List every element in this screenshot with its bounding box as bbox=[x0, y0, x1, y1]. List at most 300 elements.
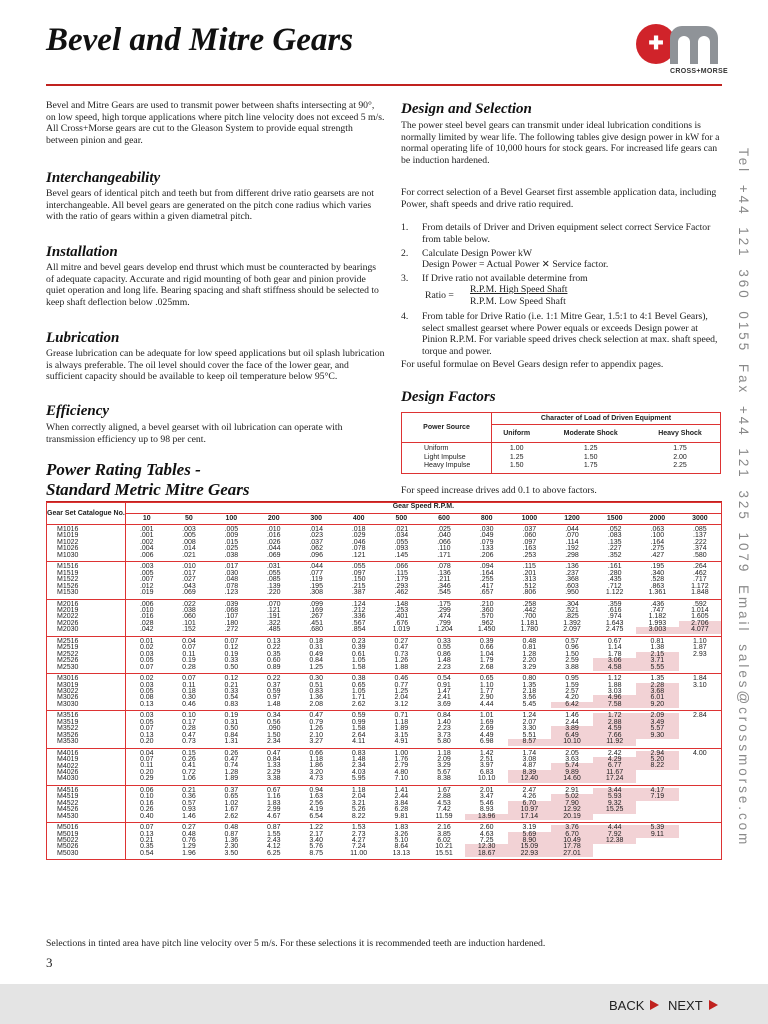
power-value: 0.03 bbox=[139, 650, 154, 658]
power-value: 0.06 bbox=[139, 786, 154, 794]
power-value: .096 bbox=[309, 551, 323, 559]
power-value: .039 bbox=[224, 600, 239, 608]
power-value: .700 bbox=[522, 613, 537, 621]
power-value: .747 bbox=[650, 606, 665, 614]
power-value: 1.993 bbox=[648, 619, 667, 627]
power-value: 2.44 bbox=[394, 793, 409, 801]
speed-column-header: 500 bbox=[380, 514, 423, 525]
value-column-cell bbox=[337, 785, 380, 822]
power-value: 0.22 bbox=[266, 675, 281, 683]
value-column-cell bbox=[168, 711, 210, 748]
power-value: .313 bbox=[522, 576, 537, 584]
power-value: 6.25 bbox=[266, 849, 281, 857]
power-value: 2.10 bbox=[309, 731, 323, 739]
power-value: 0.27 bbox=[394, 637, 409, 645]
power-value: 0.47 bbox=[266, 749, 281, 757]
power-value: 1.31 bbox=[224, 738, 239, 746]
power-value: 1.18 bbox=[394, 718, 409, 726]
power-value: 0.12 bbox=[224, 644, 239, 652]
power-value: 11.92 bbox=[593, 739, 636, 745]
interchangeability-heading: Interchangeability bbox=[46, 170, 161, 186]
value-column-cell bbox=[168, 785, 210, 822]
power-value: .009 bbox=[224, 532, 239, 540]
power-value: 6.42 bbox=[551, 702, 594, 708]
power-value: 0.54 bbox=[437, 675, 451, 683]
power-value: 9.89 bbox=[551, 770, 594, 776]
power-value: .451 bbox=[309, 619, 323, 627]
power-value bbox=[679, 814, 721, 820]
power-value: 4.11 bbox=[352, 738, 366, 746]
power-value: 2.91 bbox=[565, 786, 579, 794]
value-column-cell bbox=[423, 636, 466, 673]
power-value: 6.01 bbox=[636, 695, 679, 701]
value-column-cell bbox=[508, 711, 551, 748]
power-value: 1.204 bbox=[435, 626, 453, 634]
value-column-cell bbox=[337, 562, 380, 599]
power-value: 0.30 bbox=[309, 675, 323, 683]
catalogue-number: M2030 bbox=[57, 626, 79, 634]
power-value: .592 bbox=[693, 600, 707, 608]
df-value: 1.25 bbox=[509, 453, 524, 461]
value-column-cell bbox=[210, 823, 252, 860]
power-value bbox=[636, 739, 679, 745]
power-value: 12.40 bbox=[508, 776, 551, 782]
power-value: 1.87 bbox=[693, 644, 707, 652]
df-value: 2.25 bbox=[673, 462, 687, 470]
power-value: 12.30 bbox=[465, 844, 508, 850]
power-value: .275 bbox=[650, 545, 665, 553]
value-column-cell bbox=[636, 711, 679, 748]
power-value: 7.10 bbox=[394, 775, 409, 783]
power-value: 1.71 bbox=[351, 694, 366, 702]
power-value: .040 bbox=[437, 532, 451, 540]
power-value: 1.69 bbox=[479, 718, 494, 726]
speed-column-header: 1500 bbox=[593, 514, 636, 525]
power-value: 0.13 bbox=[139, 830, 154, 838]
catalogue-number: M2519 bbox=[57, 644, 79, 652]
value-column-cell bbox=[295, 823, 337, 860]
value-column-cell bbox=[210, 785, 252, 822]
speed-column-header: 1200 bbox=[551, 514, 594, 525]
power-value: .038 bbox=[224, 551, 239, 559]
power-value: .374 bbox=[693, 545, 707, 553]
next-label: NEXT bbox=[668, 998, 703, 1013]
power-value: .267 bbox=[309, 613, 323, 621]
power-value: .029 bbox=[351, 532, 366, 540]
value-column-cell bbox=[380, 562, 423, 599]
power-value: 10.10 bbox=[551, 739, 594, 745]
speed-column-header: 1000 bbox=[508, 514, 551, 525]
efficiency-text: When correctly aligned, a bevel gearset with oil lubrication can operate with transmission efficiency up to 98 per cent. bbox=[46, 422, 343, 445]
value-column-cell bbox=[125, 636, 167, 673]
power-value: 2.56 bbox=[309, 799, 323, 807]
lubrication-text: Grease lubrication can be adequate for low speed applications but oil splash lubrication is always preferable. The oil level should cover the face of the lower gear, and sufficient capacity should be available to keep oil temperature below 95°C. bbox=[46, 348, 385, 383]
value-column-cell bbox=[125, 525, 167, 562]
catalogue-number: M2019 bbox=[57, 606, 79, 614]
power-value: 0.94 bbox=[309, 786, 323, 794]
power-value: 1.10 bbox=[479, 681, 494, 689]
power-value: 2.09 bbox=[437, 756, 451, 764]
power-value: .014 bbox=[182, 545, 196, 553]
df-value: 2.00 bbox=[673, 453, 687, 461]
value-column-cell bbox=[253, 525, 295, 562]
power-value: .063 bbox=[650, 526, 665, 533]
power-value: .567 bbox=[351, 619, 366, 627]
power-value: .521 bbox=[565, 606, 579, 614]
power-value: 1.42 bbox=[479, 749, 494, 757]
power-value: 0.02 bbox=[139, 644, 154, 652]
power-value: 17.14 bbox=[508, 814, 551, 820]
catalogue-number: M2530 bbox=[57, 663, 79, 671]
power-value: .293 bbox=[394, 582, 409, 590]
power-value: .044 bbox=[309, 563, 323, 571]
power-value: 1.53 bbox=[351, 824, 366, 832]
power-value: 3.76 bbox=[551, 825, 594, 831]
power-value: 4.17 bbox=[636, 788, 679, 794]
efficiency-heading: Efficiency bbox=[46, 403, 110, 419]
col-header-uniform: Uniform bbox=[492, 425, 542, 443]
power-value: .027 bbox=[182, 576, 196, 584]
back-label: BACK bbox=[609, 998, 645, 1013]
power-value: .150 bbox=[351, 576, 366, 584]
power-value: 0.07 bbox=[224, 637, 239, 645]
value-column-cell bbox=[465, 525, 508, 562]
power-value: 0.08 bbox=[139, 694, 154, 702]
catalogue-header: Gear Set Catalogue No. bbox=[47, 503, 126, 525]
power-value: .025 bbox=[224, 545, 239, 553]
power-value: 0.33 bbox=[224, 657, 239, 665]
value-column-cell bbox=[593, 636, 636, 673]
value-column-cell bbox=[679, 674, 722, 711]
power-value: .435 bbox=[607, 576, 622, 584]
power-value: .023 bbox=[309, 532, 323, 540]
power-value: 0.39 bbox=[351, 644, 366, 652]
value-column-cell bbox=[380, 674, 423, 711]
step-4-number: 4. bbox=[401, 311, 409, 322]
side-contact-strip bbox=[733, 148, 755, 908]
power-value: 0.54 bbox=[139, 849, 154, 857]
power-value: .010 bbox=[182, 563, 196, 571]
logo-brand-text: CROSS+MORSE bbox=[670, 68, 728, 75]
value-column-cell bbox=[125, 674, 167, 711]
power-value: 0.13 bbox=[266, 637, 281, 645]
power-value: 0.84 bbox=[437, 712, 451, 720]
value-column-cell bbox=[679, 636, 722, 673]
power-value: .123 bbox=[224, 589, 239, 597]
power-value: 1.182 bbox=[648, 613, 667, 621]
value-column-cell bbox=[508, 599, 551, 636]
power-value: 0.57 bbox=[565, 637, 579, 645]
power-value: .055 bbox=[266, 569, 281, 577]
power-value: 3.73 bbox=[437, 731, 451, 739]
value-column-cell bbox=[210, 748, 252, 785]
df-source-light: Light Impulse bbox=[424, 453, 466, 461]
speed-column-header: 2000 bbox=[636, 514, 679, 525]
value-column-cell bbox=[593, 748, 636, 785]
power-value: .179 bbox=[394, 576, 409, 584]
catalogue-cell bbox=[47, 711, 126, 748]
power-value: .052 bbox=[607, 526, 622, 533]
power-value: 5.39 bbox=[636, 825, 679, 831]
power-rating-title-line-2: Standard Metric Mitre Gears bbox=[46, 480, 250, 499]
power-value: 0.84 bbox=[309, 657, 323, 665]
power-value: .003 bbox=[182, 526, 196, 533]
power-value: .227 bbox=[607, 545, 622, 553]
value-column-cell bbox=[593, 525, 636, 562]
power-value: .031 bbox=[266, 563, 281, 571]
power-value: 4.73 bbox=[309, 775, 323, 783]
power-value: .078 bbox=[224, 582, 239, 590]
power-value: 1.58 bbox=[351, 663, 366, 671]
design-selection-text-2: For correct selection of a Bevel Gearset first assemble application data, including Power, shaft speeds and drive ratio required. bbox=[401, 187, 717, 210]
power-value: 0.30 bbox=[182, 694, 196, 702]
power-value: 0.20 bbox=[139, 738, 154, 746]
power-value: .264 bbox=[693, 563, 707, 571]
power-value: 2.05 bbox=[565, 749, 579, 757]
catalogue-number: M1522 bbox=[57, 576, 79, 584]
catalogue-number: M3516 bbox=[57, 712, 79, 720]
catalogue-number: M3526 bbox=[57, 731, 79, 739]
power-value: .220 bbox=[266, 589, 281, 597]
catalogue-number: M1016 bbox=[57, 526, 79, 533]
power-value: .078 bbox=[351, 545, 366, 553]
power-value: 1.67 bbox=[437, 786, 451, 794]
power-value: .280 bbox=[607, 569, 622, 577]
power-value: .139 bbox=[266, 582, 281, 590]
value-column-cell bbox=[465, 674, 508, 711]
power-value: .253 bbox=[522, 551, 537, 559]
power-value: 8.22 bbox=[351, 812, 366, 820]
value-column-cell bbox=[465, 562, 508, 599]
value-column-cell bbox=[168, 748, 210, 785]
value-column-cell bbox=[125, 599, 167, 636]
back-arrow-icon bbox=[650, 1000, 659, 1010]
power-value: 0.47 bbox=[309, 712, 323, 720]
power-value: .201 bbox=[522, 569, 537, 577]
power-value bbox=[636, 776, 679, 782]
power-value: .322 bbox=[266, 619, 281, 627]
power-value: 0.83 bbox=[351, 749, 366, 757]
table-row-group bbox=[47, 711, 722, 748]
power-value: 22.93 bbox=[508, 851, 551, 857]
power-value: 2.62 bbox=[224, 812, 239, 820]
step-2-formula: Design Power = Actual Power ✕ Service factor. bbox=[422, 259, 609, 270]
power-value: 2.99 bbox=[266, 806, 281, 814]
back-button[interactable] bbox=[609, 998, 659, 1013]
value-column-cell bbox=[380, 636, 423, 673]
power-value: .048 bbox=[224, 576, 239, 584]
df-value: 1.25 bbox=[583, 445, 598, 453]
power-value: 0.03 bbox=[139, 681, 154, 689]
power-value: 0.72 bbox=[182, 768, 196, 776]
power-value: .044 bbox=[266, 545, 281, 553]
power-value: .055 bbox=[394, 538, 409, 546]
power-value: 4.27 bbox=[351, 837, 366, 844]
value-column-cell bbox=[551, 599, 594, 636]
power-value: 5.10 bbox=[394, 837, 409, 844]
next-button[interactable] bbox=[668, 998, 718, 1013]
value-column-cell bbox=[295, 525, 337, 562]
power-value: 0.67 bbox=[266, 786, 281, 794]
value-column-cell bbox=[295, 636, 337, 673]
df-value: 1.50 bbox=[509, 462, 524, 470]
value-column-cell bbox=[679, 711, 722, 748]
catalogue-number: M1530 bbox=[57, 589, 79, 597]
catalogue-number: M1526 bbox=[57, 582, 79, 590]
catalogue-number: M3519 bbox=[57, 718, 79, 726]
power-value: .442 bbox=[522, 606, 537, 614]
step-4-text: From table for Drive Ratio (i.e. 1:1 Mitre Gear, 1.5:1 to 4:1 Bevel Gears), select smallest gearset where Power equals or exceeds Design power at Pinion R.P.M. For variable speed drives check selection at max. shaft speed, torque and power. bbox=[422, 311, 718, 357]
power-value: 2.51 bbox=[479, 756, 494, 764]
power-value: .021 bbox=[182, 551, 196, 559]
power-value: 0.66 bbox=[479, 644, 494, 652]
power-value: 20.19 bbox=[551, 814, 594, 820]
value-column-cell bbox=[337, 525, 380, 562]
power-value: 1.01 bbox=[479, 712, 494, 720]
power-value: 4.63 bbox=[479, 830, 494, 838]
value-column-cell bbox=[168, 562, 210, 599]
catalogue-number: M5016 bbox=[57, 824, 79, 832]
interchangeability-text: Bevel gears of identical pitch and teeth but from different drive ratio gearsets are not interchangeable. All bevel gears are generated on the pitch cone radius which varies with the ratio of gears within a given diametral pitch. bbox=[46, 188, 374, 223]
design-selection-text: The power steel bevel gears can transmit under ideal lubrication conditions is normally limited by wear life. The following tables give design power in kW for a normal operating life of 10,000 hours for stock gears. For increased life gears can be induction hardened. bbox=[401, 120, 720, 166]
title-rule bbox=[46, 84, 722, 86]
power-value: 0.77 bbox=[394, 681, 409, 689]
power-value: 1.26 bbox=[394, 657, 409, 665]
power-value: 2.68 bbox=[479, 663, 494, 671]
power-value: .043 bbox=[182, 582, 196, 590]
power-value: 2.20 bbox=[522, 657, 537, 665]
power-value: 0.33 bbox=[437, 637, 451, 645]
power-value: 0.86 bbox=[437, 650, 451, 658]
power-value: 2.59 bbox=[565, 657, 579, 665]
power-value: 0.49 bbox=[309, 650, 323, 658]
power-value: 0.04 bbox=[182, 637, 196, 645]
power-value: 0.33 bbox=[224, 687, 239, 695]
speed-increase-note: For speed increase drives add 0.1 to above factors. bbox=[401, 485, 597, 496]
power-value: 0.18 bbox=[182, 687, 196, 695]
value-column-cell bbox=[295, 785, 337, 822]
power-value: 5.67 bbox=[437, 768, 451, 776]
value-column-cell bbox=[636, 748, 679, 785]
power-value: .863 bbox=[650, 582, 665, 590]
power-value: 0.35 bbox=[139, 843, 154, 851]
power-value: 2.79 bbox=[394, 762, 409, 770]
power-value: 1.18 bbox=[351, 786, 366, 794]
ratio-denominator: R.P.M. Low Speed Shaft bbox=[470, 296, 566, 307]
power-value: 7.66 bbox=[593, 733, 636, 739]
value-column-cell bbox=[295, 748, 337, 785]
value-column-cell bbox=[380, 748, 423, 785]
value-column-cell bbox=[337, 636, 380, 673]
power-value: 0.17 bbox=[182, 718, 196, 726]
power-value: .005 bbox=[224, 526, 239, 533]
catalogue-number: M4026 bbox=[57, 768, 79, 776]
power-value: 0.21 bbox=[182, 786, 196, 794]
power-value: .079 bbox=[479, 538, 494, 546]
power-value: .094 bbox=[479, 563, 494, 571]
power-value: 9.11 bbox=[636, 832, 679, 838]
power-value: .485 bbox=[266, 626, 281, 634]
power-value: 2.18 bbox=[522, 687, 537, 695]
power-value: 0.48 bbox=[182, 830, 196, 838]
power-value: 0.07 bbox=[182, 675, 196, 683]
power-value: 0.47 bbox=[182, 731, 196, 739]
value-column-cell bbox=[423, 525, 466, 562]
power-value: 0.18 bbox=[309, 637, 323, 645]
power-value: .042 bbox=[139, 626, 154, 634]
power-value: .237 bbox=[565, 569, 579, 577]
power-value: .006 bbox=[139, 551, 154, 559]
catalogue-cell bbox=[47, 525, 126, 562]
power-value: .026 bbox=[266, 538, 281, 546]
power-value: 0.02 bbox=[139, 675, 154, 683]
catalogue-number: M4530 bbox=[57, 812, 79, 820]
power-value: 18.67 bbox=[465, 851, 508, 857]
power-value: 2.88 bbox=[593, 720, 636, 726]
power-value: 6.49 bbox=[551, 733, 594, 739]
power-value: 4.59 bbox=[593, 726, 636, 732]
table-row-group bbox=[47, 636, 722, 673]
power-value: .115 bbox=[522, 563, 536, 571]
power-value: 4.58 bbox=[593, 665, 636, 671]
power-value: 2.09 bbox=[636, 713, 679, 719]
power-value: 3.38 bbox=[266, 775, 281, 783]
power-value: 8.64 bbox=[394, 843, 409, 851]
value-column-cell bbox=[253, 674, 295, 711]
lubrication-heading: Lubrication bbox=[46, 330, 120, 346]
speed-column-header: 800 bbox=[465, 514, 508, 525]
intro-paragraph: Bevel and Mitre Gears are used to transmit power between shafts intersecting at 90°, on low speed, high torque applications where pitch line velocity does not exceed 5 m/s. All Cross+Morse gears are cut to the Gleason System to provide equal strength between pinion and gear. bbox=[46, 100, 385, 146]
power-value: 0.46 bbox=[182, 700, 196, 708]
value-column-cell bbox=[380, 599, 423, 636]
power-value: 0.19 bbox=[224, 650, 239, 658]
value-column-cell bbox=[253, 785, 295, 822]
power-value: .215 bbox=[351, 582, 366, 590]
table-row-group bbox=[47, 525, 722, 562]
power-value: 15.51 bbox=[435, 849, 453, 857]
catalogue-cell bbox=[47, 748, 126, 785]
value-column-cell bbox=[508, 823, 551, 860]
value-column-cell bbox=[465, 636, 508, 673]
power-value: 6.98 bbox=[479, 738, 494, 746]
power-value: 3.56 bbox=[522, 694, 537, 702]
power-value: 0.65 bbox=[224, 793, 239, 801]
catalogue-number: M5019 bbox=[57, 830, 79, 838]
power-value: 1.88 bbox=[607, 681, 622, 689]
catalogue-cell bbox=[47, 785, 126, 822]
value-column-cell bbox=[423, 674, 466, 711]
catalogue-number: M4522 bbox=[57, 799, 79, 807]
catalogue-number: M2022 bbox=[57, 613, 79, 621]
power-value: .078 bbox=[437, 563, 451, 571]
power-value: 6.83 bbox=[479, 768, 494, 776]
power-value: 3.12 bbox=[394, 700, 409, 708]
power-value: .950 bbox=[565, 589, 579, 597]
power-value: .180 bbox=[224, 619, 239, 627]
power-value: 7.90 bbox=[551, 801, 594, 807]
power-value: 4.12 bbox=[266, 843, 281, 851]
power-value: 1.46 bbox=[565, 712, 579, 720]
value-column-cell bbox=[508, 674, 551, 711]
power-value: .085 bbox=[266, 576, 281, 584]
power-value: 0.23 bbox=[351, 637, 366, 645]
value-column-cell bbox=[210, 562, 252, 599]
value-column-cell bbox=[593, 674, 636, 711]
power-value: 1.96 bbox=[182, 849, 196, 857]
power-value: 11.59 bbox=[435, 812, 453, 820]
power-value: .340 bbox=[650, 569, 665, 577]
power-value bbox=[679, 776, 721, 782]
